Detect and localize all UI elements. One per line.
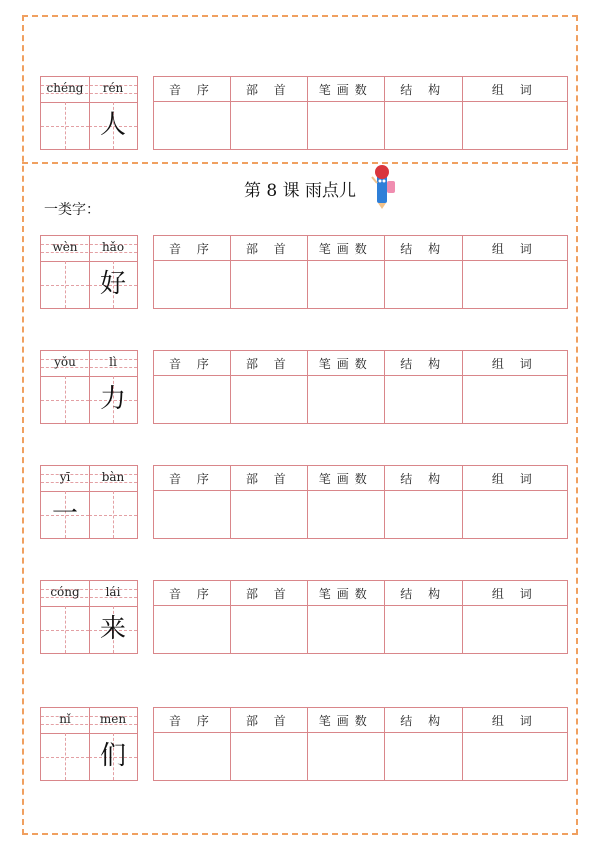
answer-cell[interactable] — [230, 733, 307, 781]
answer-cell[interactable] — [230, 102, 307, 150]
column-header: 组 词 — [462, 466, 567, 491]
pinyin-text: wèn — [52, 240, 78, 254]
tianzige-box — [40, 707, 138, 781]
answer-cell[interactable] — [307, 606, 384, 654]
column-header: 结 构 — [384, 466, 462, 491]
column-header: 音 序 — [154, 77, 231, 102]
pinyin-text: yǒu — [54, 355, 76, 369]
answer-cell[interactable] — [154, 733, 231, 781]
answer-cell[interactable] — [462, 102, 567, 150]
column-header: 组 词 — [462, 708, 567, 733]
hanzi-character: 来 — [99, 614, 126, 644]
answer-cell[interactable] — [462, 491, 567, 539]
column-header: 组 词 — [462, 77, 567, 102]
pinyin-text: men — [99, 712, 127, 726]
writing-cell[interactable] — [41, 733, 89, 780]
answer-cell[interactable] — [384, 733, 462, 781]
writing-cell[interactable] — [41, 102, 89, 149]
answer-cell[interactable] — [154, 102, 231, 150]
column-header: 结 构 — [384, 236, 462, 261]
tianzige-box — [40, 580, 138, 654]
column-header: 笔画数 — [307, 466, 384, 491]
answer-cell[interactable] — [230, 491, 307, 539]
hanzi-character: 一 — [51, 499, 78, 529]
pinyin-text: rén — [102, 81, 124, 95]
section-divider — [22, 162, 578, 164]
tianzige-box — [40, 235, 138, 309]
answer-cell[interactable] — [230, 606, 307, 654]
pinyin-text: chéng — [46, 81, 84, 95]
answer-cell[interactable] — [154, 261, 231, 309]
pinyin-text: hǎo — [101, 240, 125, 254]
analysis-table — [153, 707, 568, 781]
answer-cell[interactable] — [462, 606, 567, 654]
answer-cell[interactable] — [384, 491, 462, 539]
tianzige-box — [40, 465, 138, 539]
column-header: 音 序 — [154, 581, 231, 606]
hanzi-character: 们 — [99, 741, 126, 771]
answer-cell[interactable] — [154, 376, 231, 424]
answer-cell[interactable] — [384, 261, 462, 309]
answer-cell[interactable] — [462, 733, 567, 781]
analysis-table — [153, 465, 568, 539]
column-header: 部 首 — [230, 351, 307, 376]
analysis-table — [153, 76, 568, 150]
answer-cell[interactable] — [462, 376, 567, 424]
column-header: 结 构 — [384, 581, 462, 606]
column-header: 笔画数 — [307, 581, 384, 606]
column-header: 部 首 — [230, 708, 307, 733]
character-row — [0, 580, 600, 654]
hanzi-character: 人 — [99, 110, 126, 140]
column-header: 组 词 — [462, 236, 567, 261]
answer-cell[interactable] — [384, 102, 462, 150]
writing-cell[interactable] — [41, 261, 89, 308]
pinyin-text: lái — [105, 585, 121, 599]
column-header: 部 首 — [230, 77, 307, 102]
pinyin-text: nǐ — [59, 712, 71, 726]
column-header: 笔画数 — [307, 236, 384, 261]
pinyin-text: cóng — [50, 585, 80, 599]
answer-cell[interactable] — [230, 261, 307, 309]
answer-cell[interactable] — [154, 491, 231, 539]
character-row — [0, 76, 600, 150]
pinyin-text: yī — [59, 470, 71, 484]
column-header: 结 构 — [384, 77, 462, 102]
column-header: 音 序 — [154, 236, 231, 261]
pinyin-text: bàn — [101, 470, 125, 484]
character-row — [0, 707, 600, 781]
tianzige-box — [40, 350, 138, 424]
column-header: 部 首 — [230, 236, 307, 261]
analysis-table — [153, 580, 568, 654]
column-header: 部 首 — [230, 581, 307, 606]
column-header: 音 序 — [154, 351, 231, 376]
character-row — [0, 235, 600, 309]
analysis-table — [153, 235, 568, 309]
answer-cell[interactable] — [462, 261, 567, 309]
column-header: 笔画数 — [307, 77, 384, 102]
writing-cell[interactable] — [41, 376, 89, 423]
column-header: 部 首 — [230, 466, 307, 491]
answer-cell[interactable] — [307, 102, 384, 150]
answer-cell[interactable] — [307, 491, 384, 539]
answer-cell[interactable] — [230, 376, 307, 424]
hanzi-character: 好 — [99, 269, 126, 299]
character-row — [0, 350, 600, 424]
answer-cell[interactable] — [307, 261, 384, 309]
column-header: 笔画数 — [307, 351, 384, 376]
tianzige-box — [40, 76, 138, 150]
column-header: 音 序 — [154, 466, 231, 491]
analysis-table — [153, 350, 568, 424]
column-header: 结 构 — [384, 351, 462, 376]
pinyin-text: lì — [109, 355, 117, 369]
column-header: 笔画数 — [307, 708, 384, 733]
category-label: 一类字： — [44, 202, 100, 218]
pencil-mascot-icon — [370, 163, 400, 211]
answer-cell[interactable] — [384, 606, 462, 654]
answer-cell[interactable] — [307, 733, 384, 781]
hanzi-character: 力 — [99, 384, 126, 414]
column-header: 组 词 — [462, 351, 567, 376]
character-row — [0, 465, 600, 539]
answer-cell[interactable] — [384, 376, 462, 424]
column-header: 结 构 — [384, 708, 462, 733]
writing-cell[interactable] — [89, 491, 137, 538]
writing-cell[interactable] — [41, 606, 89, 653]
answer-cell[interactable] — [154, 606, 231, 654]
column-header: 音 序 — [154, 708, 231, 733]
column-header: 组 词 — [462, 581, 567, 606]
answer-cell[interactable] — [307, 376, 384, 424]
lesson-title: 第 8 课 雨点儿 — [243, 181, 357, 201]
